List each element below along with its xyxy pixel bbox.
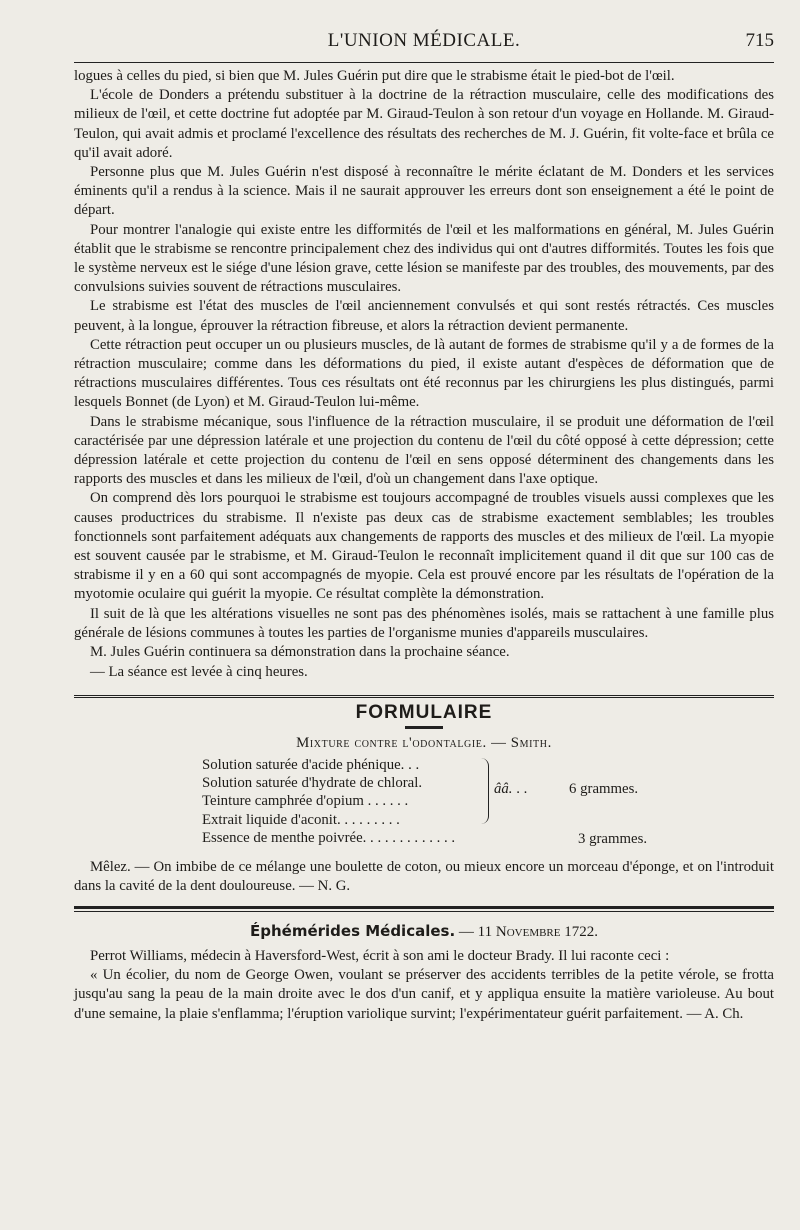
recipe-ingredients <box>202 756 774 852</box>
dose-dots: . . <box>516 780 528 797</box>
grouped-dose <box>494 780 638 798</box>
article-paragraph: Cette rétraction peut occuper un ou plusieurs muscles, de là autant de formes de strabisme qu'il y a de formes de la rétraction musculaire; comme dans les déformations du pied, il existe autant d'espèces de déformation que de rétractions musculaires différentes. Tous ces résultats ont été reconnus par les chirurgiens les plus distingués, parmi lesquels Bonnet (de Lyon) et M. Giraud-Teulon lui-même. <box>74 336 774 411</box>
article-paragraph: On comprend dès lors pourquoi le strabisme est toujours accompagné de troubles visuels aussi complexes que les causes productrices du strabisme. Il n'existe pas deux cas de strabisme exactement semblables; les troubles fonctionnels sont parfaitement adéquats aux changements de rapports des muscles et des milieux de l'œil. La myopie est souvent causée par le strabisme, et M. Giraud-Teulon le reconnaît implicitement quand il dit que sur 100 cas de strabisme il y en a 60 qui sont accompagnés de myopie. Cela est prouvé encore par les résultats de l'opération de la myotomie oculaire qui guérit la myopie. Ce résultat complète la démonstration. <box>74 490 774 603</box>
ephemerides-quote: « Un écolier, du nom de George Owen, voulant se préserver des accidents terribles de la petite vérole, se frotta jusqu'au sang la peau de la main droite avec le dos d'un canif, et y appliqua ensuite la matière varioleuse. Au bout d'une semaine, la plaie s'enflamma; l'éruption variolique survint; l'expérimentateur guérit parfaitement. — A. Ch. <box>74 967 774 1022</box>
ephemerides-body <box>74 947 774 1024</box>
title-underline <box>405 726 443 729</box>
page-header <box>74 30 774 60</box>
ingredient: Solution saturée d'hydrate de chloral. <box>202 774 423 791</box>
ingredient: Teinture camphrée d'opium . . . . . . <box>202 793 409 810</box>
ingredient: Solution saturée d'acide phénique. . . <box>202 756 420 773</box>
recipe-instructions: Mêlez. — On imbibe de ce mélange une boulette de coton, ou mieux encore un morceau d'éponge, et on l'introduit dans la cavité de la dent douloureuse. — N. G. <box>74 858 774 894</box>
recipe-instructions-block <box>74 858 774 896</box>
section-divider <box>74 906 774 912</box>
article-paragraph: Pour montrer l'analogie qui existe entre les difformités de l'œil et les malformations en général, M. Jules Guérin établit que le strabisme se rencontre principalement chez des individus qui ont d'autres difformités. Toutes les fois que le système nerveux est le siége d'une lésion grave, cette lésion se manifeste par des troubles, des mouvements, par des convulsions suivies souvent de rétractions musculaires. <box>74 221 774 296</box>
recipe-title: Mixture contre l'odontalgie. — Smith. <box>296 734 552 751</box>
article-paragraph: logues à celles du pied, si bien que M. Jules Guérin put dire que le strabisme était le pied-bot de l'œil. <box>74 68 675 84</box>
article-paragraph: L'école de Donders a prétendu substituer à la doctrine de la rétraction musculaire, celle des modifications des milieux de l'œil, et cette doctrine fut adoptée par M. Giraud-Teulon à son retour d'un voyage en Hollande. M. Giraud-Teulon, qui avait admis et proclamé l'excellence des résultats des recherches de M. J. Guérin, fit volte-face et brûla ce qu'il avait adoré. <box>74 87 774 161</box>
ephemerides-heading <box>74 922 774 941</box>
article-paragraph: Il suit de là que les altérations visuelles ne sont pas des phénomènes isolés, mais se rattachent à une famille plus générale de lésions communes à toutes les parties de l'organisme munies d'appareils musculaires. <box>74 605 774 641</box>
article-body <box>74 67 774 683</box>
grouped-quantity: 6 grammes. <box>569 780 639 797</box>
formulaire-title: FORMULAIRE <box>355 701 493 723</box>
session-closing: — La séance est levée à cinq heures. <box>90 664 308 681</box>
article-paragraph: Le strabisme est l'état des muscles de l'œil anciennement convulsés et qui sont restés rétractés. Ces muscles peuvent, à la longue, éprouver la rétraction fibreuse, et alors la rétraction devient permanente. <box>74 298 774 334</box>
article-paragraph: Personne plus que M. Jules Guérin n'est disposé à reconnaître le mérite éclatant de M. Donders et les services éminents qu'il a rendus à la science. Mais il ne saurait approuver les erreurs dont son enseignement a été le point de départ. <box>74 164 774 219</box>
section-divider <box>74 695 774 698</box>
page-number: 715 <box>745 30 774 51</box>
ephemerides-title: Éphémérides Médicales. <box>249 921 456 940</box>
last-quantity: 3 grammes. <box>578 830 648 847</box>
ingredient: Essence de menthe poivrée. . . . . . . . . . . . . <box>202 830 456 847</box>
article-paragraph: M. Jules Guérin continuera sa démonstration dans la prochaine séance. <box>90 644 510 661</box>
running-title: L'UNION MÉDICALE. <box>327 30 521 51</box>
header-rule <box>74 62 774 63</box>
ephemerides-date-prefix: — 11 <box>458 923 493 940</box>
article-paragraph: Dans le strabisme mécanique, sous l'influence de la rétraction musculaire, il se produit une déformation de l'œil caractérisée par une dépression latérale et une projection du contenu de l'œil du côté opposé à cette dépression; cette dépression latérale et cette projection du contenu de l'œil en sens opposé déterminent des changements dans les rapports des muscles et dans les milieux de l'œil, d'où un changement dans l'axe optique. <box>74 413 774 488</box>
ephemerides-date: Novembre 1722. <box>495 923 598 940</box>
dose-abbreviation: ââ. <box>494 780 513 797</box>
ingredient: Extrait liquide d'aconit. . . . . . . . . <box>202 811 400 828</box>
grouping-brace <box>480 758 489 824</box>
ephemerides-intro: Perrot Williams, médecin à Haversford-West, écrit à son ami le docteur Brady. Il lui raconte ceci : <box>90 947 670 964</box>
